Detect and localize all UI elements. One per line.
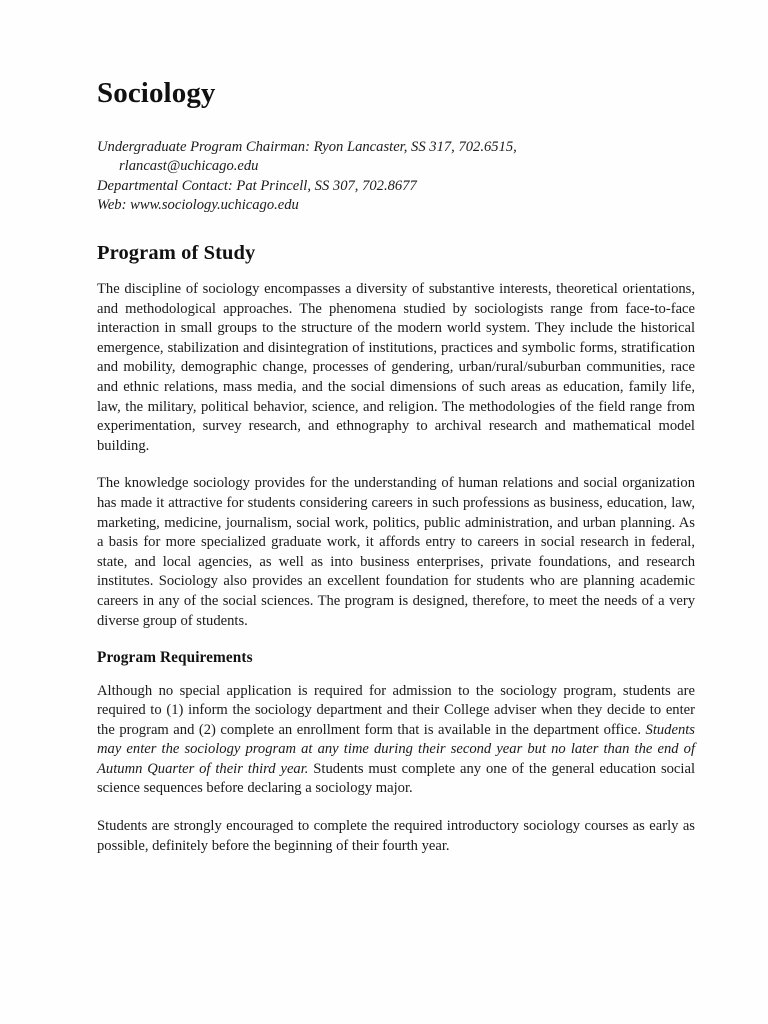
requirements-text-part-b: Students must complete any one of the general education social science sequences before declaring a sociology major.: [97, 760, 695, 797]
paragraph-program-requirements-1: [97, 682, 695, 800]
heading-program-of-study: Program of Study: [97, 241, 256, 264]
paragraph-program-of-study-2: The knowledge sociology provides for the understanding of human relations and social organization has made it attractive for students considering careers in such professions as business, education, law, marketing, medicine, journalism, social work, politics, public administration, and urban planning. As a basis for more specialized graduate work, it affords entry to careers in social research in federal, state, and local agencies, as well as into business enterprises, private foundations, and research institutes. Sociology also provides an excellent foundation for students who are planning academic careers in any of the social sciences. The program is designed, therefore, to meet the needs of a very diverse group of students.: [97, 475, 695, 629]
contact-info-block: [97, 138, 695, 216]
page-title: Sociology: [97, 77, 216, 109]
paragraph-program-requirements-2: Students are strongly encouraged to complete the required introductory sociology courses as early as possible, definitely before the beginning of their fourth year.: [97, 818, 695, 854]
requirements-emphasis: Students may enter the sociology program at any time during their second year but no later than the end of Autumn Quarter of their third year.: [97, 721, 695, 777]
heading-program-requirements: Program Requirements: [97, 649, 253, 667]
requirements-text-part-a: Although no special application is required for admission to the sociology program, students are required to (1) inform the sociology department and their College adviser when they decide to enter the program and (2) complete an enrollment form that is available in the department office.: [97, 682, 695, 738]
contact-departmental-line: Departmental Contact: Pat Princell, SS 307, 702.8677: [97, 177, 417, 194]
document-content: [97, 78, 695, 856]
contact-web-line: Web: www.sociology.uchicago.edu: [97, 197, 299, 214]
paragraph-program-of-study-1: The discipline of sociology encompasses a diversity of substantive interests, theoretical orientations, and methodological approaches. The phenomena studied by sociologists range from face-to-face interaction in small groups to the structure of the modern world system. They include the historical emergence, stabilization and disintegration of institutions, practices and symbolic forms, stratification and mobility, demographic change, processes of gendering, urban/rural/suburban communities, race and ethnic relations, mass media, and the social dimensions of such areas as education, family life, law, the military, political behavior, science, and religion. The methodologies of the field range from experimentation, survey research, and ethnography to archival research and mathematical model building.: [97, 281, 695, 454]
contact-chairman-email: rlancast@uchicago.edu: [119, 158, 259, 175]
contact-chairman-line: Undergraduate Program Chairman: Ryon Lancaster, SS 317, 702.6515,: [97, 138, 517, 155]
